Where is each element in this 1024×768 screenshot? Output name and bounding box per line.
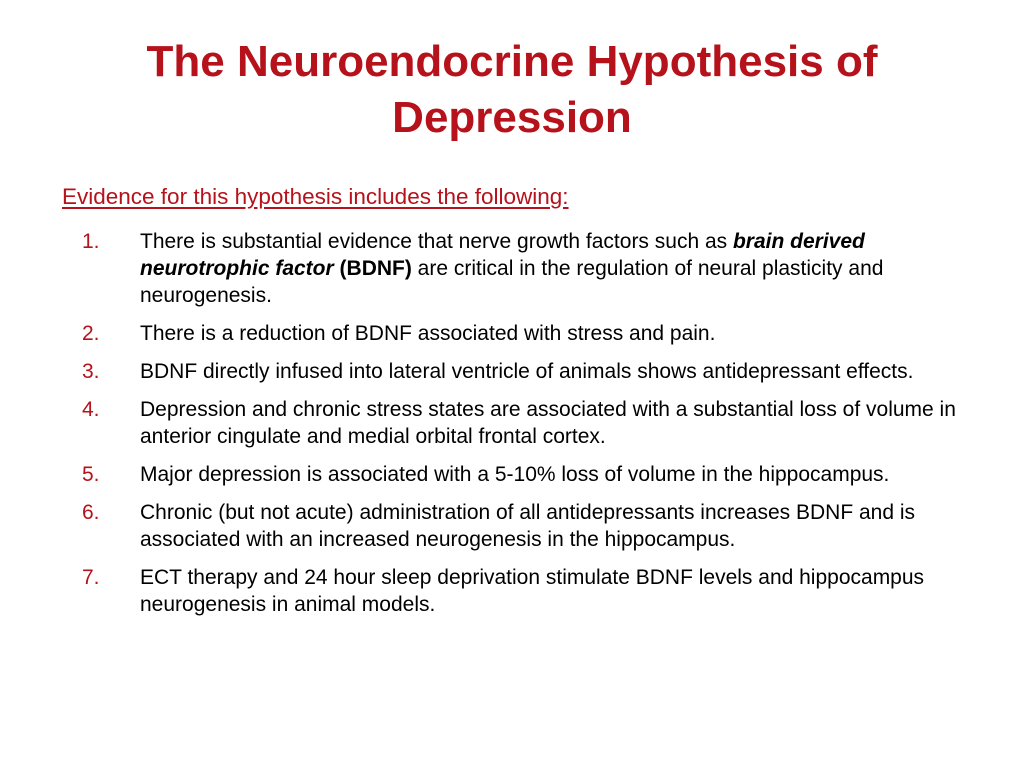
list-item-text-part: are critical in the regulation of neural plasticity and neurogenesis. xyxy=(140,257,884,307)
list-item-abbrev: (BDNF) xyxy=(339,257,412,280)
slide-subtitle: Evidence for this hypothesis includes the following: xyxy=(62,184,569,209)
list-item-text: BDNF directly infused into lateral ventricle of animals shows antidepressant effects. xyxy=(140,360,914,383)
list-item-number: 1. xyxy=(82,230,100,253)
list-item-number: 7. xyxy=(82,566,100,589)
list-item-number: 2. xyxy=(82,322,100,345)
list-item xyxy=(62,499,967,553)
list-item xyxy=(62,228,967,309)
list-item-number: 3. xyxy=(82,360,100,383)
list-item-text: Chronic (but not acute) administration of all antidepressants increases BDNF and is associated with an increased neurogenesis in the hippocampus. xyxy=(140,501,916,551)
list-item xyxy=(62,396,967,450)
list-item-text: There is a reduction of BDNF associated with stress and pain. xyxy=(140,322,716,345)
evidence-list xyxy=(62,228,967,629)
slide-title: The Neuroendocrine Hypothesis of Depression xyxy=(146,37,878,142)
list-item xyxy=(62,358,967,385)
list-item-text-part: There is substantial evidence that nerve growth factors such as xyxy=(140,230,733,253)
list-item-number: 6. xyxy=(82,501,100,524)
list-item xyxy=(62,461,967,488)
list-item-number: 4. xyxy=(82,398,100,421)
list-item xyxy=(62,564,967,618)
list-item-emphasis: brain derived neurotrophic factor xyxy=(140,230,865,280)
list-item-text: Depression and chronic stress states are associated with a substantial loss of volume in anterior cingulate and medial orbital frontal cortex. xyxy=(140,398,956,448)
list-item-text: Major depression is associated with a 5-10% loss of volume in the hippocampus. xyxy=(140,463,890,486)
list-item-text: ECT therapy and 24 hour sleep deprivation stimulate BDNF levels and hippocampus neurogenesis in animal models. xyxy=(140,566,925,616)
list-item-text xyxy=(140,228,967,309)
list-item xyxy=(62,320,967,347)
list-item-number: 5. xyxy=(82,463,100,486)
